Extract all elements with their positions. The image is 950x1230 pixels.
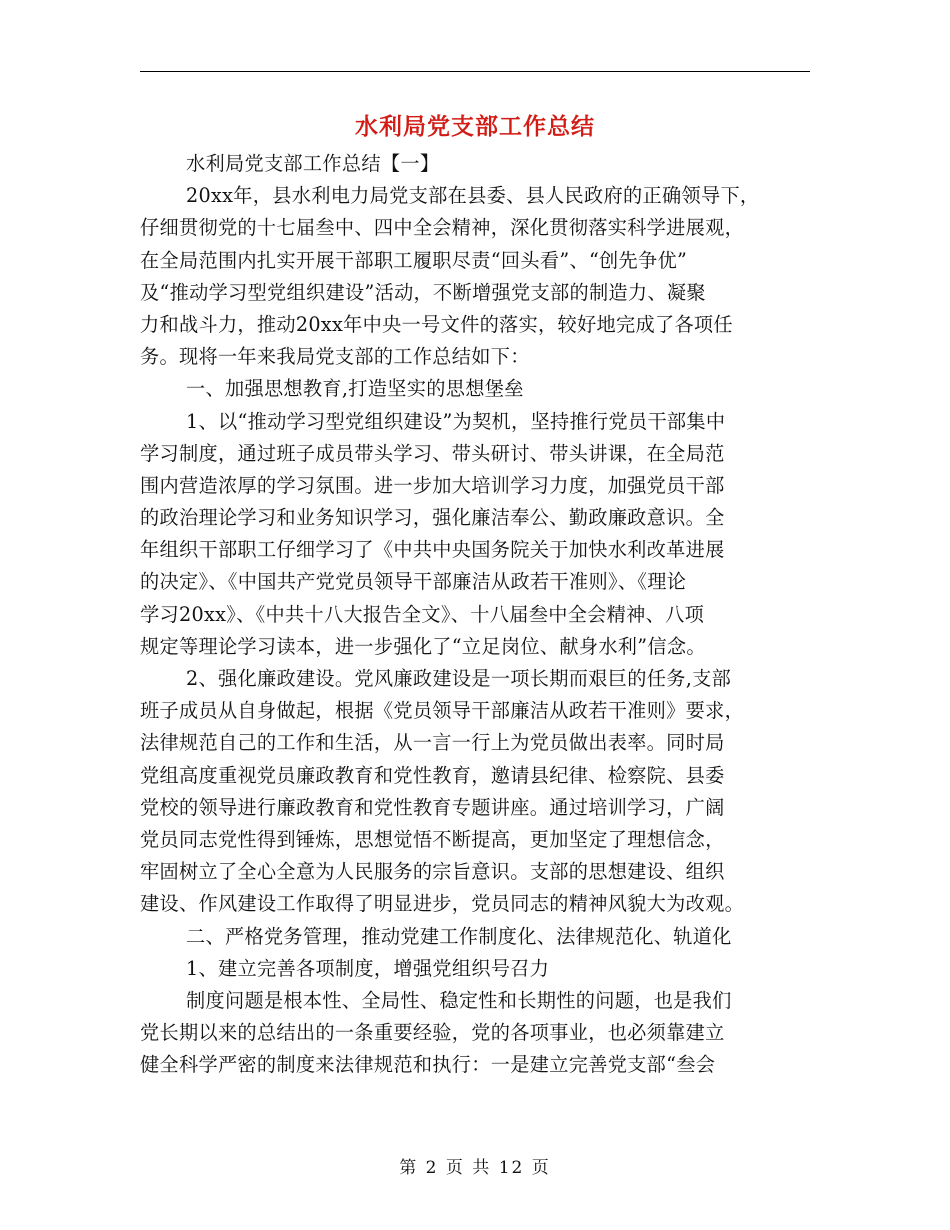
text-line: 1、以“推动学习型党组织建设”为契机，坚持推行党员干部集中 bbox=[186, 409, 726, 433]
text-line: 党组高度重视党员廉政教育和党性教育，邀请县纪律、检察院、县委 bbox=[140, 763, 725, 787]
text-line: 的决定》、《中国共产党党员领导干部廉洁从政若干准则》、《理论 bbox=[140, 570, 687, 594]
text-line: 规定等理论学习读本，进一步强化了“立足岗位、献身水利”信念。 bbox=[140, 634, 706, 658]
text-line: 二、严格党务管理，推动党建工作制度化、法律规范化、轨道化 bbox=[186, 924, 732, 948]
text-line: 2、强化廉政建设。党风廉政建设是一项长期而艰巨的任务,支部 bbox=[186, 667, 732, 690]
page-footer: 第 2 页 共 12 页 bbox=[399, 1158, 551, 1178]
document-title: 水利局党支部工作总结 bbox=[355, 113, 595, 140]
text-line: 法律规范自己的工作和生活，从一言一行上为党员做出表率。同时局 bbox=[140, 731, 725, 755]
text-line: 年组织干部职工仔细学习了《中共中央国务院关于加快水利改革进展 bbox=[140, 538, 725, 562]
text-line: 党长期以来的总结出的一条重要经验，党的各项事业，也必须靠建立 bbox=[140, 1021, 725, 1045]
text-line: 20xx年，县水利电力局党支部在县委、县人民政府的正确领导下， bbox=[186, 184, 760, 208]
text-line: 班子成员从自身做起，根据《党员领导干部廉洁从政若干准则》要求， bbox=[140, 699, 745, 723]
text-line: 在全局范围内扎实开展干部职工履职尽责“回头看”、“创先争优” bbox=[140, 248, 688, 272]
text-line: 一、加强思想教育,打造坚实的思想堡垒 bbox=[186, 377, 524, 401]
text-line: 的政治理论学习和业务知识学习，强化廉洁奉公、勤政廉政意识。全 bbox=[140, 506, 725, 530]
text-line: 力和战斗力，推动20xx年中央一号文件的落实，较好地完成了各项任 bbox=[140, 312, 733, 336]
header-rule bbox=[140, 71, 810, 72]
text-line: 学习20xx》、《中共十八大报告全文》、十八届叁中全会精神、八项 bbox=[140, 602, 705, 626]
text-line: 务。现将一年来我局党支部的工作总结如下： bbox=[140, 345, 530, 369]
text-line: 建设、作风建设工作取得了明显进步，党员同志的精神风貌大为改观。 bbox=[140, 892, 745, 916]
text-line: 1、建立完善各项制度，增强党组织号召力 bbox=[186, 956, 550, 980]
text-line: 党员同志党性得到锤炼，思想觉悟不断提高，更加坚定了理想信念， bbox=[140, 827, 725, 851]
text-line: 牢固树立了全心全意为人民服务的宗旨意识。支部的思想建设、组织 bbox=[140, 860, 725, 884]
text-line: 健全科学严密的制度来法律规范和执行：一是建立完善党支部“叁会 bbox=[140, 1053, 716, 1077]
text-line: 围内营造浓厚的学习氛围。进一步加大培训学习力度，加强党员干部 bbox=[140, 473, 725, 497]
document-body bbox=[140, 148, 812, 1081]
text-line: 制度问题是根本性、全局性、稳定性和长期性的问题，也是我们 bbox=[186, 988, 732, 1012]
text-line: 学习制度，通过班子成员带头学习、带头研讨、带头讲课，在全局范 bbox=[140, 441, 725, 465]
text-line: 及“推动学习型党组织建设”活动，不断增强党支部的制造力、凝聚 bbox=[140, 280, 706, 304]
text-line: 水利局党支部工作总结【一】 bbox=[186, 152, 440, 175]
text-line: 仔细贯彻党的十七届叁中、四中全会精神，深化贯彻落实科学进展观， bbox=[140, 216, 745, 240]
text-line: 党校的领导进行廉政教育和党性教育专题讲座。通过培训学习，广阔 bbox=[140, 795, 725, 819]
